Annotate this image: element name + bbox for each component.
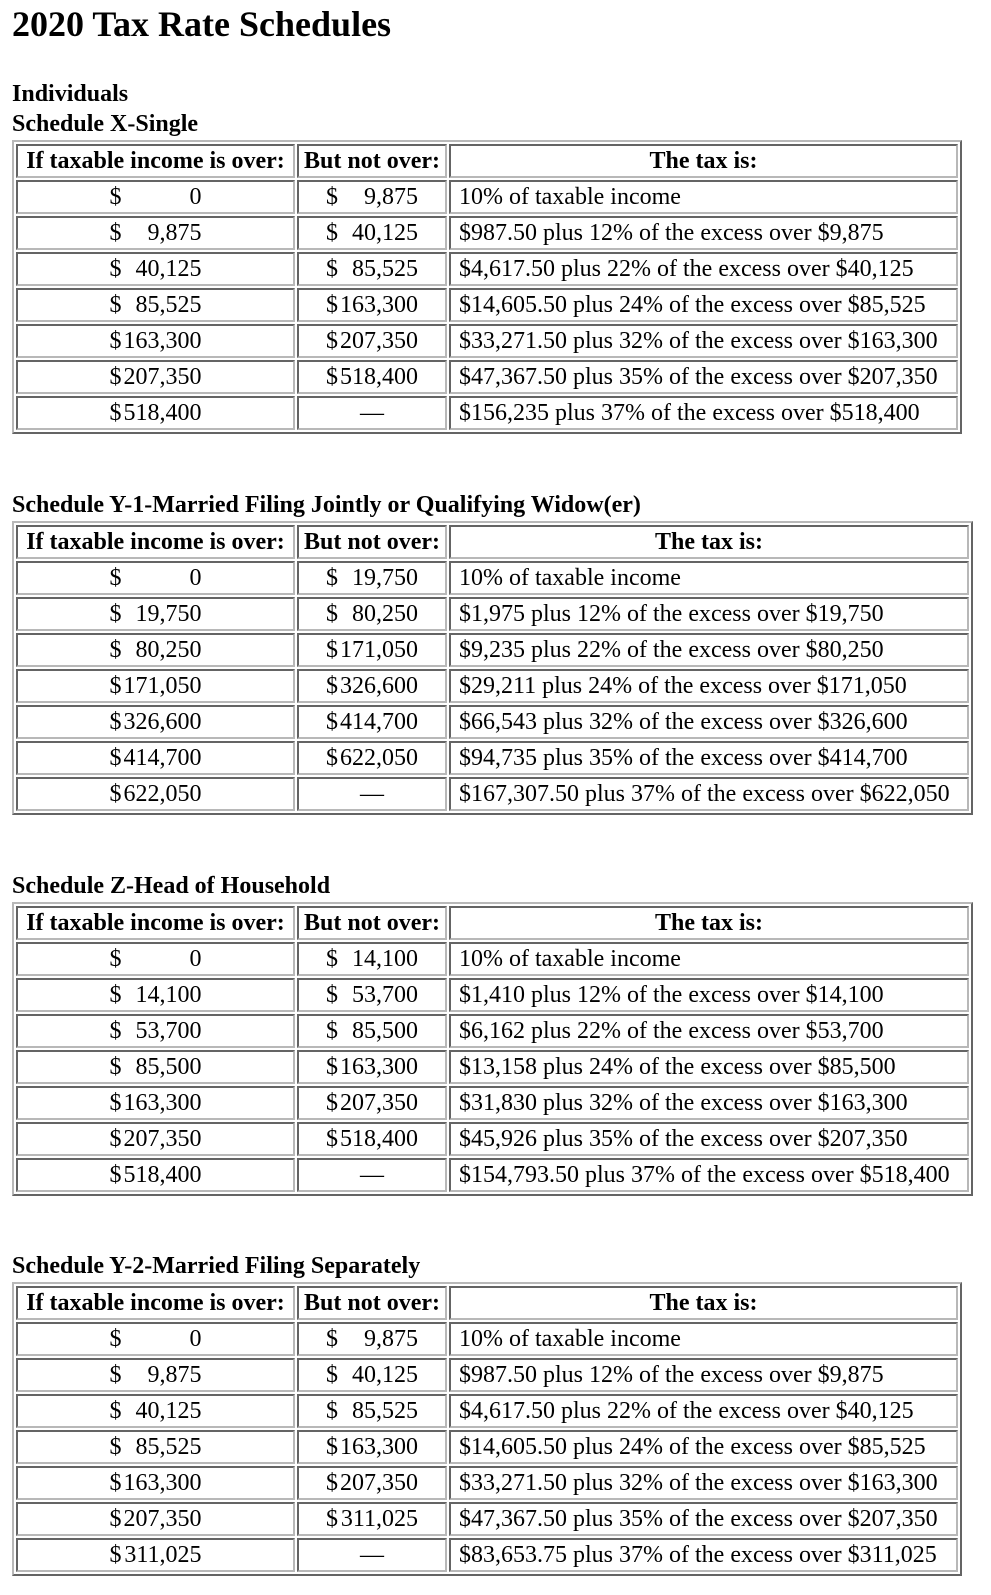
dollar-sign: $ [326, 1018, 338, 1044]
tax-formula-cell: $29,211 plus 24% of the excess over $171,050 [449, 669, 969, 703]
table-header-row [16, 525, 969, 559]
tax-formula-cell: $13,158 plus 24% of the excess over $85,500 [449, 1050, 969, 1084]
dollar-sign: $ [326, 565, 338, 591]
amount-value: 40,125 [352, 220, 418, 246]
but-not-over-cell [297, 324, 447, 358]
dollar-sign: $ [109, 673, 122, 699]
amount-value: 518,400 [340, 364, 418, 390]
table-header-row [16, 906, 969, 940]
amount-value: 0 [189, 565, 202, 591]
dollar-sign: $ [326, 1398, 338, 1424]
amount-value: 9,875 [364, 184, 418, 210]
tax-formula-cell: $45,926 plus 35% of the excess over $207,350 [449, 1122, 969, 1156]
but-not-over-cell [297, 705, 447, 739]
amount-value: 9,875 [364, 1326, 418, 1352]
dollar-sign: $ [109, 292, 122, 318]
dollar-sign: $ [109, 1542, 122, 1568]
tax-formula-cell: $156,235 plus 37% of the excess over $518,400 [449, 396, 958, 430]
income-over-cell [16, 1466, 295, 1500]
schedule-table-z-head-of-household [12, 902, 973, 1196]
amount-value: 85,525 [135, 292, 202, 318]
income-over-cell [16, 1394, 295, 1428]
income-over-cell [16, 1430, 295, 1464]
header-but-not-over: But not over: [297, 906, 447, 940]
but-not-over-cell [297, 1322, 447, 1356]
income-over-cell [16, 1322, 295, 1356]
table-row [16, 597, 969, 631]
table-row [16, 1014, 969, 1048]
table-row [16, 360, 958, 394]
header-tax-is: The tax is: [449, 906, 969, 940]
dollar-sign: $ [326, 256, 338, 282]
but-not-over-cell [297, 561, 447, 595]
income-over-cell [16, 1358, 295, 1392]
income-over-cell [16, 705, 295, 739]
tax-formula-cell: $14,605.50 plus 24% of the excess over $85,525 [449, 1430, 958, 1464]
amount-value: 0 [189, 1326, 202, 1352]
dollar-sign: $ [109, 184, 122, 210]
dollar-sign: $ [326, 1434, 338, 1460]
amount-value: 163,300 [340, 1054, 418, 1080]
schedule-title: Schedule X-Single [12, 111, 199, 137]
dollar-sign: $ [109, 1362, 122, 1388]
table-row [16, 1050, 969, 1084]
but-not-over-cell [297, 1050, 447, 1084]
dollar-sign: $ [326, 364, 338, 390]
but-not-over-cell [297, 1358, 447, 1392]
table-row [16, 1358, 958, 1392]
income-over-cell [16, 324, 295, 358]
tax-formula-cell: $31,830 plus 32% of the excess over $163,300 [449, 1086, 969, 1120]
tax-formula-cell: $154,793.50 plus 37% of the excess over $518,400 [449, 1158, 969, 1192]
table-row [16, 669, 969, 703]
amount-value: 53,700 [135, 1018, 202, 1044]
amount-value: 207,350 [340, 1470, 418, 1496]
tax-formula-cell: $4,617.50 plus 22% of the excess over $40,125 [449, 1394, 958, 1428]
tax-formula-cell: $14,605.50 plus 24% of the excess over $85,525 [449, 288, 958, 322]
but-not-over-cell [297, 360, 447, 394]
dollar-sign: $ [109, 946, 122, 972]
amount-value: 40,125 [135, 256, 202, 282]
no-limit-dash: — [360, 1542, 384, 1568]
income-over-cell [16, 1158, 295, 1192]
dollar-sign: $ [109, 709, 122, 735]
amount-value: 207,350 [123, 364, 202, 390]
no-limit-dash: — [360, 781, 384, 807]
tax-formula-cell: 10% of taxable income [449, 180, 958, 214]
income-over-cell [16, 1538, 295, 1572]
tax-formula-cell: $9,235 plus 22% of the excess over $80,250 [449, 633, 969, 667]
tax-formula-cell: $47,367.50 plus 35% of the excess over $207,350 [449, 360, 958, 394]
table-row [16, 1122, 969, 1156]
dollar-sign: $ [109, 1470, 122, 1496]
amount-value: 9,875 [147, 1362, 202, 1388]
amount-value: 80,250 [135, 637, 202, 663]
dollar-sign: $ [109, 565, 122, 591]
amount-value: 163,300 [340, 292, 418, 318]
amount-value: 311,025 [124, 1542, 202, 1568]
dollar-sign: $ [326, 637, 338, 663]
dollar-sign: $ [109, 220, 122, 246]
amount-value: 40,125 [352, 1362, 418, 1388]
amount-value: 622,050 [123, 781, 202, 807]
no-limit-dash: — [360, 1162, 384, 1188]
table-row [16, 324, 958, 358]
dollar-sign: $ [109, 328, 122, 354]
tax-formula-cell: $167,307.50 plus 37% of the excess over $622,050 [449, 777, 969, 811]
amount-value: 207,350 [340, 328, 418, 354]
tax-formula-cell: $33,271.50 plus 32% of the excess over $163,300 [449, 324, 958, 358]
amount-value: 53,700 [352, 982, 418, 1008]
table-row [16, 1466, 958, 1500]
amount-value: 163,300 [123, 1090, 202, 1116]
amount-value: 85,500 [135, 1054, 202, 1080]
tax-formula-cell: 10% of taxable income [449, 561, 969, 595]
income-over-cell [16, 597, 295, 631]
income-over-cell [16, 1050, 295, 1084]
table-row [16, 777, 969, 811]
amount-value: 311,025 [340, 1506, 418, 1532]
dollar-sign: $ [326, 601, 338, 627]
dollar-sign: $ [326, 184, 338, 210]
dollar-sign: $ [326, 1054, 338, 1080]
income-over-cell [16, 633, 295, 667]
header-income-over: If taxable income is over: [16, 525, 295, 559]
amount-value: 9,875 [147, 220, 202, 246]
table-row [16, 1430, 958, 1464]
amount-value: 171,050 [123, 673, 202, 699]
dollar-sign: $ [109, 982, 122, 1008]
income-over-cell [16, 396, 295, 430]
income-over-cell [16, 252, 295, 286]
page-title: 2020 Tax Rate Schedules [12, 4, 392, 44]
but-not-over-cell [297, 633, 447, 667]
dollar-sign: $ [326, 673, 338, 699]
header-but-not-over: But not over: [297, 1286, 447, 1320]
dollar-sign: $ [109, 256, 122, 282]
table-row [16, 252, 958, 286]
table-row [16, 978, 969, 1012]
table-row [16, 180, 958, 214]
dollar-sign: $ [326, 1506, 338, 1532]
amount-value: 85,525 [352, 1398, 418, 1424]
header-tax-is: The tax is: [449, 525, 969, 559]
amount-value: 326,600 [123, 709, 202, 735]
tax-formula-cell: $94,735 plus 35% of the excess over $414,700 [449, 741, 969, 775]
dollar-sign: $ [326, 1470, 338, 1496]
but-not-over-cell [297, 942, 447, 976]
income-over-cell [16, 561, 295, 595]
income-over-cell [16, 741, 295, 775]
income-over-cell [16, 1122, 295, 1156]
amount-value: 0 [189, 184, 202, 210]
but-not-over-cell [297, 1502, 447, 1536]
amount-value: 207,350 [123, 1126, 202, 1152]
income-over-cell [16, 669, 295, 703]
amount-value: 14,100 [352, 946, 418, 972]
table-row [16, 705, 969, 739]
dollar-sign: $ [109, 1126, 122, 1152]
schedule-table-x-single [12, 140, 962, 434]
amount-value: 14,100 [135, 982, 202, 1008]
header-tax-is: The tax is: [449, 144, 958, 178]
but-not-over-cell [297, 1538, 447, 1572]
table-row [16, 1158, 969, 1192]
but-not-over-cell [297, 1158, 447, 1192]
but-not-over-cell [297, 1430, 447, 1464]
but-not-over-cell [297, 180, 447, 214]
tax-formula-cell: $987.50 plus 12% of the excess over $9,875 [449, 216, 958, 250]
but-not-over-cell [297, 669, 447, 703]
tax-formula-cell: $987.50 plus 12% of the excess over $9,875 [449, 1358, 958, 1392]
dollar-sign: $ [109, 1398, 122, 1424]
table-row [16, 1086, 969, 1120]
dollar-sign: $ [326, 709, 338, 735]
dollar-sign: $ [326, 292, 338, 318]
income-over-cell [16, 777, 295, 811]
dollar-sign: $ [109, 1162, 122, 1188]
amount-value: 85,500 [352, 1018, 418, 1044]
dollar-sign: $ [326, 946, 338, 972]
tax-formula-cell: 10% of taxable income [449, 1322, 958, 1356]
amount-value: 163,300 [123, 328, 202, 354]
amount-value: 19,750 [135, 601, 202, 627]
dollar-sign: $ [109, 781, 122, 807]
header-income-over: If taxable income is over: [16, 1286, 295, 1320]
income-over-cell [16, 1086, 295, 1120]
dollar-sign: $ [109, 601, 122, 627]
income-over-cell [16, 1014, 295, 1048]
schedule-title: Schedule Y-1-Married Filing Jointly or Qualifying Widow(er) [12, 492, 641, 518]
header-tax-is: The tax is: [449, 1286, 958, 1320]
but-not-over-cell [297, 597, 447, 631]
amount-value: 207,350 [340, 1090, 418, 1116]
but-not-over-cell [297, 252, 447, 286]
dollar-sign: $ [109, 364, 122, 390]
amount-value: 518,400 [123, 1162, 202, 1188]
but-not-over-cell [297, 1122, 447, 1156]
tax-formula-cell: $1,975 plus 12% of the excess over $19,750 [449, 597, 969, 631]
dollar-sign: $ [326, 1326, 338, 1352]
amount-value: 414,700 [340, 709, 418, 735]
amount-value: 163,300 [340, 1434, 418, 1460]
tax-formula-cell: $66,543 plus 32% of the excess over $326,600 [449, 705, 969, 739]
dollar-sign: $ [109, 400, 122, 426]
schedule-title: Schedule Z-Head of Household [12, 873, 331, 899]
amount-value: 171,050 [340, 637, 418, 663]
amount-value: 518,400 [340, 1126, 418, 1152]
table-header-row [16, 144, 958, 178]
tax-formula-cell: $33,271.50 plus 32% of the excess over $163,300 [449, 1466, 958, 1500]
but-not-over-cell [297, 396, 447, 430]
amount-value: 326,600 [340, 673, 418, 699]
table-row [16, 288, 958, 322]
amount-value: 163,300 [123, 1470, 202, 1496]
table-row [16, 396, 958, 430]
amount-value: 622,050 [340, 745, 418, 771]
but-not-over-cell [297, 288, 447, 322]
individuals-heading: Individuals [12, 81, 129, 107]
dollar-sign: $ [326, 1362, 338, 1388]
amount-value: 40,125 [135, 1398, 202, 1424]
tax-formula-cell: 10% of taxable income [449, 942, 969, 976]
table-row [16, 633, 969, 667]
header-income-over: If taxable income is over: [16, 144, 295, 178]
but-not-over-cell [297, 1014, 447, 1048]
header-income-over: If taxable income is over: [16, 906, 295, 940]
dollar-sign: $ [326, 745, 338, 771]
table-row [16, 216, 958, 250]
but-not-over-cell [297, 1086, 447, 1120]
table-row [16, 1394, 958, 1428]
income-over-cell [16, 942, 295, 976]
header-but-not-over: But not over: [297, 525, 447, 559]
income-over-cell [16, 288, 295, 322]
schedule-table-y2-married-separately [12, 1282, 962, 1576]
dollar-sign: $ [109, 1326, 122, 1352]
income-over-cell [16, 216, 295, 250]
but-not-over-cell [297, 1394, 447, 1428]
schedule-table-y1-married-jointly [12, 521, 973, 815]
header-but-not-over: But not over: [297, 144, 447, 178]
dollar-sign: $ [109, 637, 122, 663]
income-over-cell [16, 180, 295, 214]
amount-value: 80,250 [352, 601, 418, 627]
dollar-sign: $ [109, 1054, 122, 1080]
amount-value: 207,350 [123, 1506, 202, 1532]
amount-value: 414,700 [123, 745, 202, 771]
amount-value: 518,400 [123, 400, 202, 426]
tax-formula-cell: $83,653.75 plus 37% of the excess over $311,025 [449, 1538, 958, 1572]
dollar-sign: $ [109, 1018, 122, 1044]
income-over-cell [16, 978, 295, 1012]
table-row [16, 1322, 958, 1356]
dollar-sign: $ [326, 1126, 338, 1152]
dollar-sign: $ [109, 745, 122, 771]
but-not-over-cell [297, 777, 447, 811]
tax-formula-cell: $4,617.50 plus 22% of the excess over $40,125 [449, 252, 958, 286]
tax-formula-cell: $1,410 plus 12% of the excess over $14,100 [449, 978, 969, 1012]
dollar-sign: $ [326, 328, 338, 354]
table-row [16, 561, 969, 595]
but-not-over-cell [297, 978, 447, 1012]
amount-value: 0 [189, 946, 202, 972]
table-row [16, 741, 969, 775]
table-row [16, 942, 969, 976]
but-not-over-cell [297, 741, 447, 775]
dollar-sign: $ [326, 1090, 338, 1116]
tax-formula-cell: $6,162 plus 22% of the excess over $53,700 [449, 1014, 969, 1048]
dollar-sign: $ [109, 1434, 122, 1460]
income-over-cell [16, 360, 295, 394]
amount-value: 19,750 [352, 565, 418, 591]
but-not-over-cell [297, 1466, 447, 1500]
schedule-title: Schedule Y-2-Married Filing Separately [12, 1253, 421, 1279]
amount-value: 85,525 [135, 1434, 202, 1460]
dollar-sign: $ [109, 1090, 122, 1116]
dollar-sign: $ [109, 1506, 122, 1532]
dollar-sign: $ [326, 220, 338, 246]
table-row [16, 1538, 958, 1572]
tax-formula-cell: $47,367.50 plus 35% of the excess over $207,350 [449, 1502, 958, 1536]
but-not-over-cell [297, 216, 447, 250]
dollar-sign: $ [326, 982, 338, 1008]
no-limit-dash: — [360, 400, 384, 426]
table-header-row [16, 1286, 958, 1320]
amount-value: 85,525 [352, 256, 418, 282]
table-row [16, 1502, 958, 1536]
income-over-cell [16, 1502, 295, 1536]
